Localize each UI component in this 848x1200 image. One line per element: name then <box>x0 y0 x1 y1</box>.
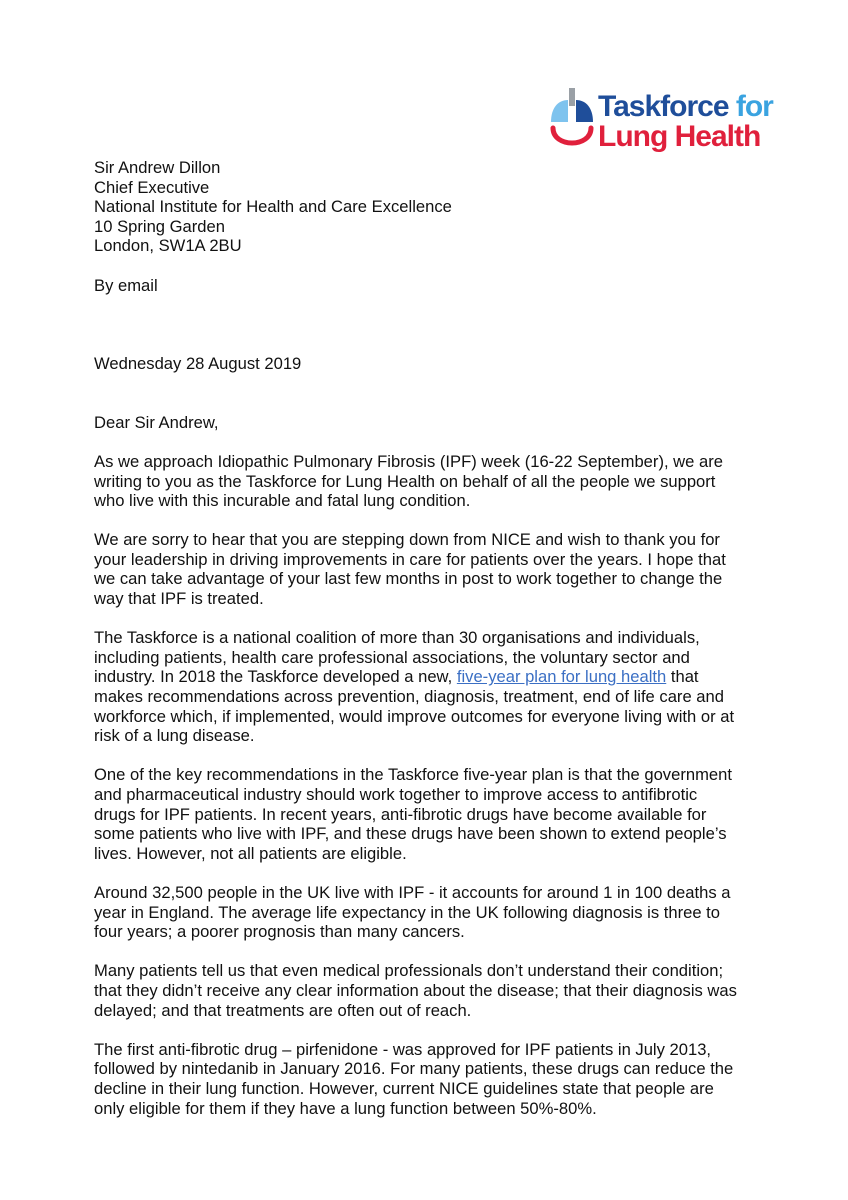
paragraph-3 <box>94 628 794 746</box>
paragraph-2 <box>94 530 794 608</box>
text-line: four years; a poorer prognosis than many cancers. <box>94 922 465 942</box>
address-line: London, SW1A 2BU <box>94 236 242 256</box>
address-line: National Institute for Health and Care Excellence <box>94 197 452 217</box>
text-line: lives. However, not all patients are eligible. <box>94 843 407 863</box>
recipient-address <box>94 158 794 256</box>
paragraph-1 <box>94 452 794 511</box>
text-line: we can take advantage of your last few months in post to work together to change the <box>94 569 723 589</box>
text-line: way that IPF is treated. <box>94 589 264 609</box>
taskforce-logo <box>548 86 788 158</box>
letter-body <box>94 158 794 1138</box>
logo-text-taskforce: Taskforce <box>598 90 729 123</box>
text-line: workforce which, if implemented, would improve outcomes for everyone living with or at <box>94 706 735 726</box>
text-line: drugs for IPF patients. In recent years, anti-fibrotic drugs have become available for <box>94 804 707 824</box>
text-line: Many patients tell us that even medical professionals don’t understand their condition; <box>94 961 724 981</box>
text-line: The Taskforce is a national coalition of more than 30 organisations and individuals, <box>94 628 700 648</box>
address-line: 10 Spring Garden <box>94 216 225 236</box>
text-line: As we approach Idiopathic Pulmonary Fibrosis (IPF) week (16-22 September), we are <box>94 451 723 471</box>
text-line: The first anti-fibrotic drug – pirfenidone - was approved for IPF patients in July 2013, <box>94 1039 712 1059</box>
logo-text-lung-health: Lung Health <box>598 120 761 153</box>
text-line: We are sorry to hear that you are stepping down from NICE and wish to thank you for <box>94 530 720 550</box>
lungs-icon <box>548 86 598 158</box>
paragraph-6 <box>94 961 794 1020</box>
text-line: delayed; and that treatments are often out of reach. <box>94 1000 472 1020</box>
text-line: some patients who live with IPF, and these drugs have been shown to extend people’s <box>94 824 727 844</box>
text-line: including patients, health care professional associations, the voluntary sector and <box>94 647 690 667</box>
address-line: Sir Andrew Dillon <box>94 158 221 177</box>
text-line: only eligible for them if they have a lung function between 50%-80%. <box>94 1098 597 1118</box>
paragraph-7 <box>94 1040 794 1118</box>
text-line: Around 32,500 people in the UK live with IPF - it accounts for around 1 in 100 deaths a <box>94 882 731 902</box>
text-line: decline in their lung function. However, current NICE guidelines state that people are <box>94 1078 714 1098</box>
text-segment: that <box>666 667 699 687</box>
delivery-method: By email <box>94 275 158 295</box>
logo-text-for: for <box>735 90 773 123</box>
letter-date: Wednesday 28 August 2019 <box>94 353 302 373</box>
salutation: Dear Sir Andrew, <box>94 412 219 432</box>
paragraph-4 <box>94 765 794 863</box>
address-line: Chief Executive <box>94 177 210 197</box>
text-line: and pharmaceutical industry should work together to improve access to antifibrotic <box>94 785 698 804</box>
text-line: followed by nintedanib in January 2016. For many patients, these drugs can reduce the <box>94 1059 734 1079</box>
paragraph-5 <box>94 883 794 942</box>
text-line: One of the key recommendations in the Taskforce five-year plan is that the government <box>94 765 732 785</box>
text-line: year in England. The average life expectancy in the UK following diagnosis is three to <box>94 902 721 922</box>
text-line: makes recommendations across prevention, diagnosis, treatment, end of life care and <box>94 687 724 707</box>
text-line: writing to you as the Taskforce for Lung Health on behalf of all the people we support <box>94 471 716 491</box>
text-segment: industry. In 2018 the Taskforce developed a new, <box>94 667 457 687</box>
text-line <box>94 667 794 687</box>
text-line: risk of a lung disease. <box>94 726 255 746</box>
five-year-plan-link[interactable]: five-year plan for lung health <box>456 667 667 687</box>
text-line: your leadership in driving improvements in care for patients over the years. I hope that <box>94 549 726 569</box>
text-line: who live with this incurable and fatal lung condition. <box>94 491 471 511</box>
text-line: that they didn’t receive any clear information about the disease; that their diagnosis was <box>94 980 737 1000</box>
